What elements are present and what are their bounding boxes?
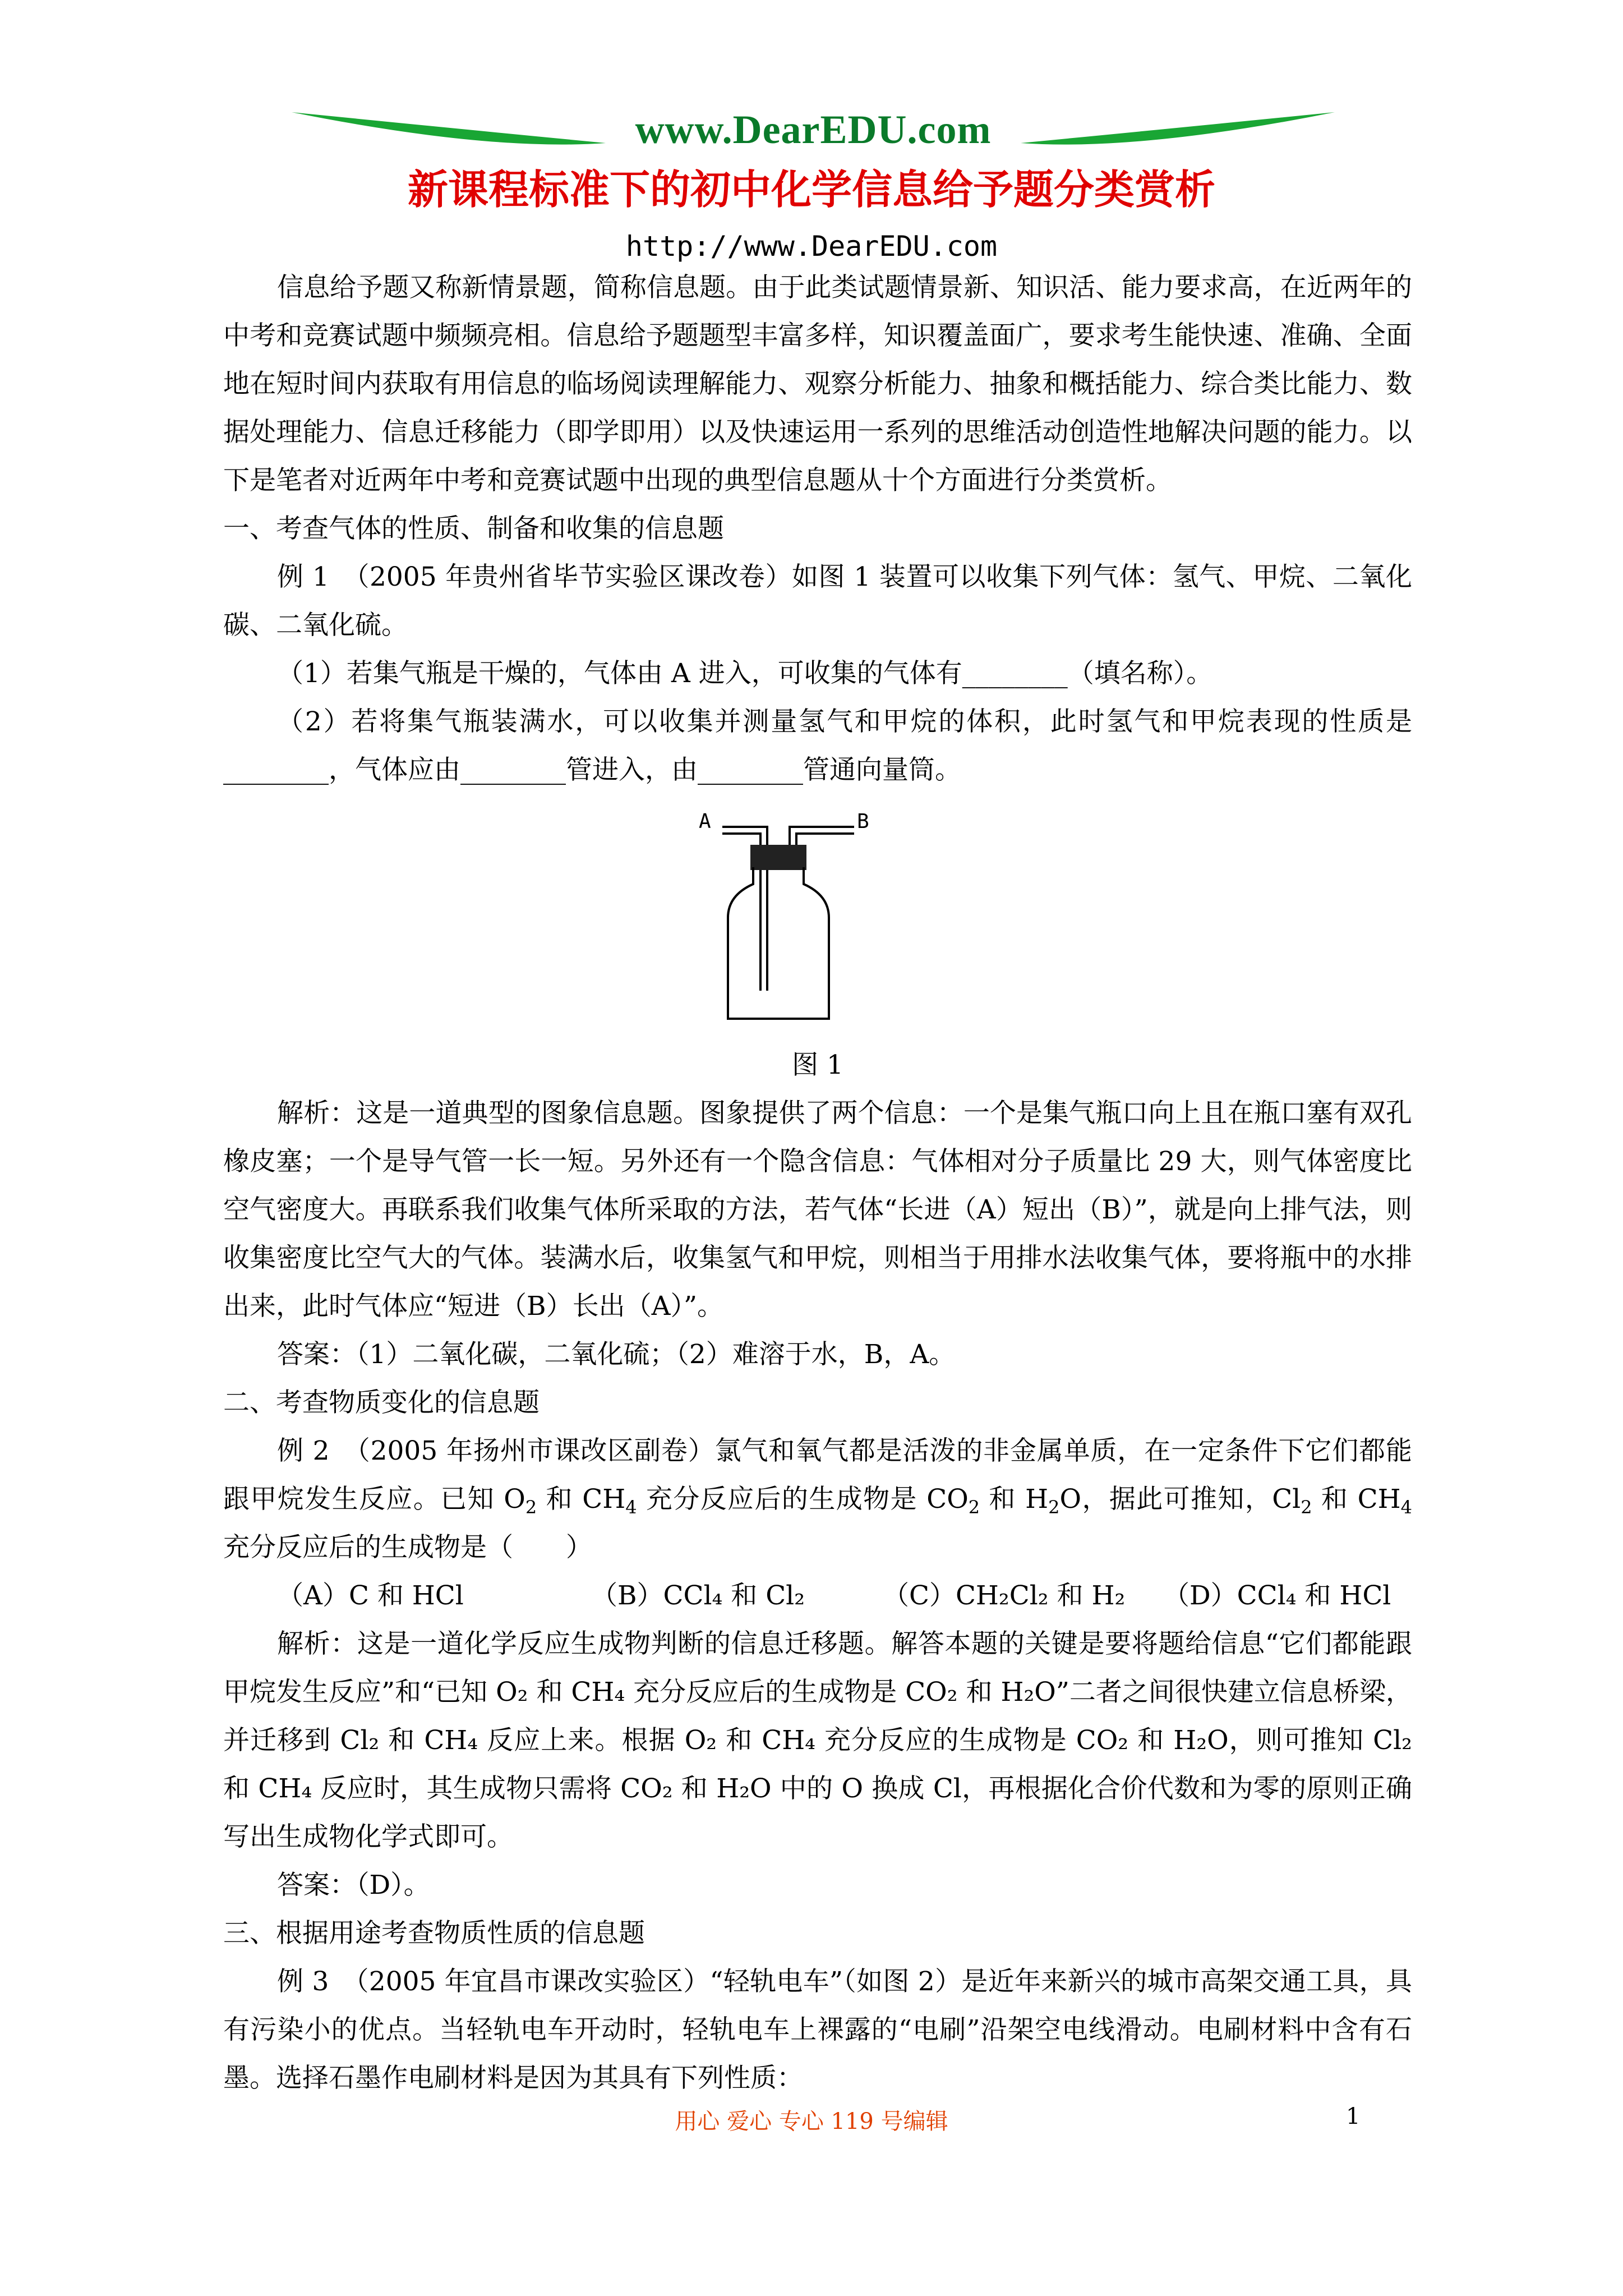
section-heading: 二、考查物质变化的信息题 [223,1387,540,1418]
intro-paragraph: 信息给予题又称新情景题，简称信息题。由于此类试题情景新、知识活、能力要求高，在近两年的中考和竞赛试题中频频亮相。信息给予题题型丰富多样，知识覆盖面广，要求考生能快速、准确、全面地在短时间内获取有用信息的临场阅读理解能力、观察分析能力、抽象和概括能力、综合类比能力、数据处理能力、信息迁移能力（即学即用）以及快速运用一系列的思维活动创造性地解决问题的能力。以下是笔者对近两年中考和竞赛试题中出现的典型信息题从十个方面进行分类赏析。 [223,272,1412,496]
figure-gas-bottle [223,806,1412,1041]
example-paragraph: 例 1 （2005 年贵州省毕节实验区课改卷）如图 1 装置可以收集下列气体：氢气、甲烷、二氧化碳、二氧化硫。 [223,562,1412,641]
document-body [223,264,1412,2102]
answer-options [223,1572,1412,1620]
page-number: 1 [1346,2104,1361,2129]
example-paragraph: 例 2 （2005 年扬州市课改区副卷）氯气和氧气都是活泼的非金属单质，在一定条件下它们都能跟甲烷发生反应。已知 $O_2$ 和 $CH_4$ 充分反应后的生成物是 $CO_2$ 和 $H_2O$，据此可推知，$Cl_2$ 和 $CH_4$ 充分反应后的生成物是（ ） [223,1435,1412,1563]
gas-bottle-diagram [694,806,874,1030]
question-paragraph: （1）若集气瓶是干燥的，气体由 A 进入，可收集的气体有________（填名称）。 [277,658,1213,689]
analysis-paragraph: 解析：这是一道典型的图象信息题。图象提供了两个信息：一个是集气瓶口向上且在瓶口塞有双孔橡皮塞；一个是导气管一长一短。另外还有一个隐含信息：气体相对分子质量比 29 大，则气体密度比空气密度大。再联系我们收集气体所采取的方法，若气体“长进（A）短出（B）”，就是向上排气法，则收集密度比空气大的气体。装满水后，收集氢气和甲烷，则相当于用排水法收集气体，要将瓶中的水排出来，此时气体应“短进（B）长出（A）”。 [223,1098,1412,1322]
answer-paragraph: 答案：（D）。 [277,1870,430,1901]
option-a: （A）C 和 HCl [277,1580,464,1611]
page-footer: 用心 爱心 专心 119 号编辑 [675,2109,948,2134]
fig-label-a: A [699,810,711,833]
example-paragraph: 例 3 （2005 年宜昌市课改实验区）“轻轨电车”（如图 2）是近年来新兴的城市高架交通工具，具有污染小的优点。当轻轨电车开动时，轻轨电车上裸露的“电刷”沿架空电线滑动。电刷材料中含有石墨。选择石墨作电刷材料是因为其具有下列性质： [223,1966,1412,2093]
analysis-paragraph: 解析：这是一道化学反应生成物判断的信息迁移题。解答本题的关键是要将题给信息“它们都能跟甲烷发生反应”和“已知 O₂ 和 CH₄ 充分反应后的生成物是 CO₂ 和 H₂O”二者之间很快建立信息桥梁，并迁移到 Cl₂ 和 CH₄ 反应上来。根据 O₂ 和 CH₄ 充分反应的生成物是 CO₂ 和 H₂O，则可推知 Cl₂ 和 CH₄ 反应时，其生成物只需将 CO₂ 和 H₂O 中的 O 换成 Cl，再根据化合价代数和为零的原则正确写出生成物化学式即可。 [223,1628,1412,1852]
section-heading: 一、考查气体的性质、制备和收集的信息题 [223,513,724,544]
document-title: 新课程标准下的初中化学信息给予题分类赏析 [407,165,1215,213]
question-paragraph: （2）若将集气瓶装满水，可以收集并测量氢气和甲烷的体积，此时氢气和甲烷表现的性质是________，气体应由________管进入，由________管通向量筒。 [223,706,1412,785]
option-b: （B）CCl₄ 和 Cl₂ [591,1580,805,1611]
answer-paragraph: 答案：（1）二氧化碳，二氧化硫；（2）难溶于水，B，A。 [277,1339,956,1370]
option-d: （D）CCl₄ 和 HCl [1163,1580,1391,1611]
option-c: （C）CH₂Cl₂ 和 H₂ [883,1580,1126,1611]
fig-label-b: B [857,810,869,833]
logo-text: www.DearEDU.com [635,107,992,152]
figure-caption: 图 1 [792,1050,843,1080]
section-heading: 三、根据用途考查物质性质的信息题 [223,1918,645,1949]
source-url: http://www.DearEDU.com [625,230,998,263]
